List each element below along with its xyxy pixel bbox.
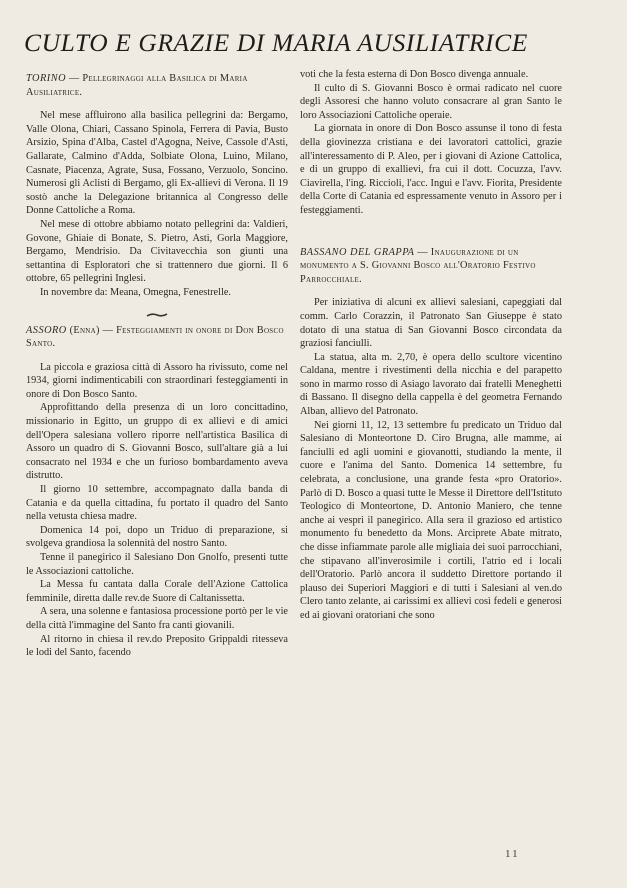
section-heading-assoro [26, 324, 288, 351]
right-column [300, 68, 562, 623]
paragraph: Il culto di S. Giovanni Bosco è ormai radicato nel cuore degli Assoresi che hanno voluto consacrare al gran Santo le loro Associazioni Cattoliche operaie. [300, 82, 562, 121]
paragraph: La statua, alta m. 2,70, è opera dello scultore vicentino Caldana, mentre i rivestimenti della nicchia e del parapetto sono in marmo rosso di Asiago lavorato dai fratelli Meneghetti di Bassano. Il disegno della cappella è del geometra Fernando Alban, allievo del Patronato. [300, 351, 562, 418]
heading-place: BASSANO DEL GRAPPA [300, 246, 415, 258]
page-number: 11 [505, 848, 520, 860]
section-divider [26, 300, 288, 324]
paragraph: In novembre da: Meana, Omegna, Fenestrelle. [40, 286, 231, 298]
paragraph: A sera, una solenne e fantasiosa processione portò per le vie della città l'immagine del Santo fra canti giovanili. [26, 606, 288, 631]
section-spacer [300, 218, 562, 246]
paragraph: Domenica 14 poi, dopo un Triduo di preparazione, si svolgeva grandiosa la solennità del nostro Santo. [26, 524, 288, 550]
left-column [26, 72, 288, 660]
paragraph: voti che la festa esterna di Don Bosco divenga annuale. [300, 69, 529, 80]
paragraph: Approfittando della presenza di un loro concittadino, missionario in Egitto, un gruppo di ex allievi e di amici dell'Opera salesiana vollero riporre nell'artistica Basilica di Assoro un quadro di S. Giovanni Bosco, sull'altare già a lui consacrato nel 1934 e che un furioso bombardamento aveva distrutto. [26, 402, 288, 482]
paragraph: La Messa fu cantata dalla Corale dell'Azione Cattolica femminile, diretta dalle rev.de Suore di Caltanissetta. [26, 579, 288, 604]
heading-place: TORINO [26, 73, 66, 84]
heading-subtitle: — Inaugurazione di un monumento a S. Giovanni Bosco all'Oratorio Festivo Parrocchiale. [300, 246, 536, 285]
paragraph: Al ritorno in chiesa il rev.do Preposito Grippaldi ritesseva le lodi del Santo, facendo [26, 633, 288, 659]
paragraph: Nel mese di ottobre abbiamo notato pellegrini da: Valdieri, Govone, Ghiaie di Bonate, S. Pietro, Asti, Gorla Maggiore, Bergamo, Mendrisio. Da Civitavecchia son giunti una settantina di Esploratori che si trattennero due giorni. Il 6 ottobre, 65 pellegrini Inglesi. [26, 218, 288, 285]
paragraph: La giornata in onore di Don Bosco assunse il tono di festa della giovinezza cristiana e dei lavoratori cattolici, grazie all'interessamento di P. Aleo, per i giovani di Azione Cattolica, e di un gruppo di exallievi, fra cui il dott. Cocuzza, l'avv. Ciavirella, l'ing. Riccioli, l'acc. Ingui e l'avv. Fiorita, Presidente della Corte di Catania ed espressamente venuto in Assoro per i festeggiamenti. [300, 123, 562, 216]
paragraph: Nel mese affluirono alla basilica pellegrini da: Bergamo, Valle Olona, Chiari, Cassano Spinola, Ferrera di Pavia, Busto Arsizio, Spina d'Alba, Castel d'Agogna, Neive, Cassole d'Asti, Gallarate, Calmino d'Adda, Solbiate Olona, Luino, Milano, Casnate, Piacenza, Agrate, Susa, Fossano, Verzuolo, Soncino. Numerosi gli Aclisti di Bergamo, gli Ex-allievi di Verona. Il 19 sostò anche la Delegazione britannica al Congresso delle Donne Cattoliche a Roma. [26, 110, 288, 217]
page-title: CULTO E GRAZIE DI MARIA AUSILIATRICE [24, 28, 528, 57]
section-heading-bassano [300, 246, 562, 287]
heading-subtitle: — Pellegrinaggi alla Basilica di Maria Ausiliatrice. [26, 73, 248, 98]
section-heading-torino [26, 72, 288, 99]
paragraph: Il giorno 10 settembre, accompagnato dalla banda di Catania e da quella cittadina, fu portato il quadro del Santo nella vetusta chiesa madre. [26, 484, 288, 523]
heading-subtitle: (Enna) — Festeggiamenti in onore di Don Bosco Santo. [26, 324, 284, 350]
paragraph: Nei giorni 11, 12, 13 settembre fu predicato un Triduo dal Salesiano di Monteortone D. Ciro Brugna, alle mamme, ai fanciulli ed agli uomini e giovanotti, studiando la mente, il cuore e l'anima del Santo. Domenica 14 settembre, fu celebrata, a conclusione, una grande festa «pro Oratorio». Parlò di D. Bosco a quasi tutte le Messe il Direttore dell'Istituto Teologico di Monteortone, D. Antonio Maniero, che tenne anche ai vespri il panegirico. Alla sera il grazioso ed artistico monumento fu benedetto da Mons. Arciprete Abate mitrato, che disse infiammate parole alle migliaia dei suoi parrocchiani, che stipavano all'inverosimile i cortili, l'atrio ed i locali dell'Oratorio. Parlò ancora il suddetto Direttore portando il plauso dei Superiori Maggiori e di tutti i Salesiani al ven.do Clero tanto zelante, ai carissimi ex allievi così fedeli e generosi ed ai giovani oratoriani che sono [300, 419, 562, 621]
divider-ornament-icon [146, 312, 168, 318]
paragraph: Tenne il panegirico il Salesiano Don Gnolfo, presenti tutte le Associazioni cattoliche. [26, 552, 288, 577]
paragraph: La piccola e graziosa città di Assoro ha rivissuto, come nel 1934, giorni indimenticabili con straordinari festeggiamenti in onore di Don Bosco Santo. [26, 361, 288, 400]
paragraph: Per iniziativa di alcuni ex allievi salesiani, capeggiati dal comm. Carlo Corazzin, il Patronato San Giuseppe è stato dotato di una statua di San Giovanni Bosco circondata da graziosi fanciulli. [300, 297, 562, 350]
heading-place: ASSORO [26, 324, 67, 336]
